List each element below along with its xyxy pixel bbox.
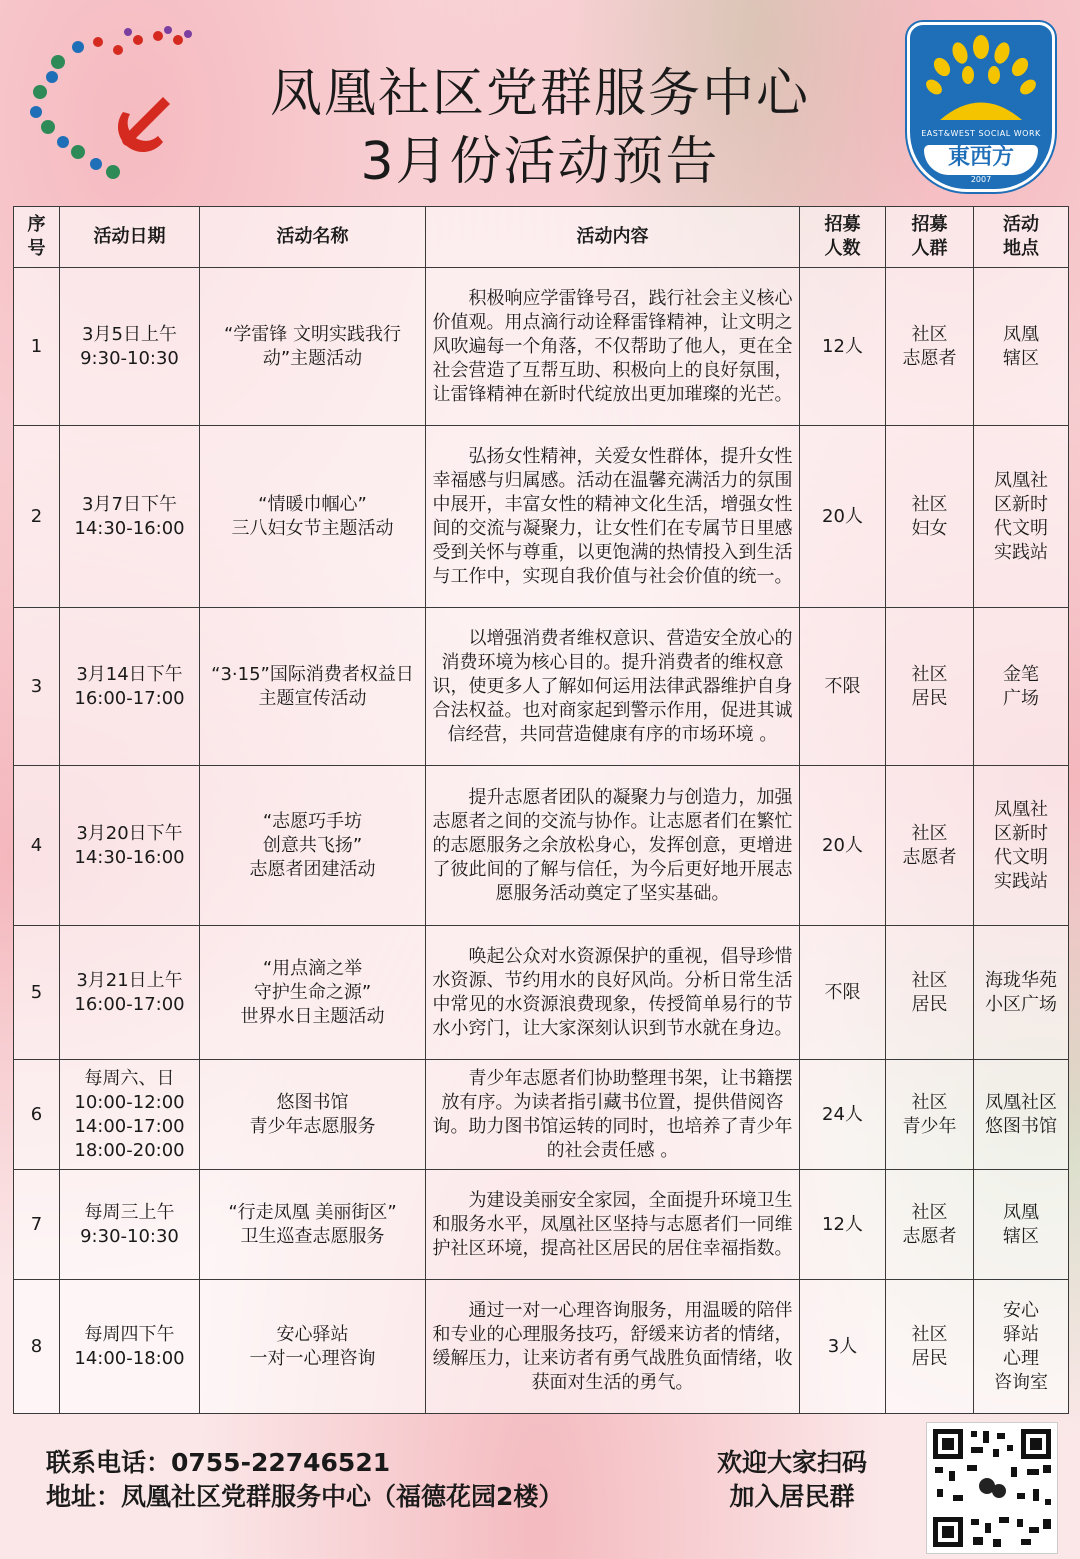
cell-date: 3月5日上午 9:30-10:30 xyxy=(60,268,200,426)
cell-group: 社区 青少年 xyxy=(886,1060,974,1170)
scan-prompt xyxy=(702,1446,882,1514)
logo-band-text: EAST&WEST SOCIAL WORK xyxy=(921,129,1041,138)
table-header-row xyxy=(14,207,1069,268)
cell-place: 凤凰 辖区 xyxy=(974,268,1069,426)
cell-count: 不限 xyxy=(800,608,886,766)
cell-date: 3月14日下午 16:00-17:00 xyxy=(60,608,200,766)
qr-code-icon xyxy=(926,1422,1058,1554)
cell-count: 12人 xyxy=(800,1170,886,1280)
cell-name: “用点滴之举 守护生命之源” 世界水日主题活动 xyxy=(200,926,426,1060)
cell-group: 社区 志愿者 xyxy=(886,268,974,426)
cell-count: 20人 xyxy=(800,766,886,926)
cell-place: 凤凰社 区新时 代文明 实践站 xyxy=(974,766,1069,926)
cell-group: 社区 妇女 xyxy=(886,426,974,608)
cell-content: 青少年志愿者们协助整理书架，让书籍摆放有序。为读者指引藏书位置，提供借阅咨询。助力图书馆运转的同时，也培养了青少年的社会责任感 。 xyxy=(426,1060,800,1170)
col-header-place: 活动 地点 xyxy=(974,207,1069,268)
cell-content: 通过一对一心理咨询服务，用温暖的陪伴和专业的心理服务技巧，舒缓来访者的情绪，缓解压力，让来访者有勇气战胜负面情绪，收获面对生活的勇气。 xyxy=(426,1280,800,1414)
col-header-group: 招募 人群 xyxy=(886,207,974,268)
cell-group: 社区 居民 xyxy=(886,926,974,1060)
cell-no: 5 xyxy=(14,926,60,1060)
scan-line-1: 欢迎大家扫码 xyxy=(716,1448,867,1477)
cell-no: 1 xyxy=(14,268,60,426)
title-line-2: 3月份活动预告 xyxy=(360,132,720,192)
cell-no: 6 xyxy=(14,1060,60,1170)
cell-no: 3 xyxy=(14,608,60,766)
cell-count: 3人 xyxy=(800,1280,886,1414)
contact-phone: 联系电话：0755-22746521 xyxy=(46,1448,391,1477)
cell-count: 不限 xyxy=(800,926,886,1060)
cell-name: “3·15”国际消费者权益日主题宣传活动 xyxy=(200,608,426,766)
col-header-date: 活动日期 xyxy=(60,207,200,268)
contact-address: 地址：凤凰社区党群服务中心（福德花园2楼） xyxy=(46,1482,564,1511)
col-header-name: 活动名称 xyxy=(200,207,426,268)
contact-info xyxy=(46,1446,563,1514)
org-logo xyxy=(907,22,1055,192)
cell-group: 社区 志愿者 xyxy=(886,766,974,926)
cell-no: 8 xyxy=(14,1280,60,1414)
table-row xyxy=(14,426,1069,608)
cell-content: 提升志愿者团队的凝聚力与创造力，加强志愿者之间的交流与协作。让志愿者们在繁忙的志愿服务之余放松身心，发挥创意，更增进了彼此间的了解与信任，为今后更好地开展志愿服务活动奠定了坚实基础。 xyxy=(426,766,800,926)
table-row xyxy=(14,1280,1069,1414)
tree-icon xyxy=(910,25,1052,125)
cell-content: 以增强消费者维权意识、营造安全放心的消费环境为核心目的。提升消费者的维权意识，使更多人了解如何运用法律武器维护自身合法权益。也对商家起到警示作用，促进其诚信经营，共同营造健康有序的市场环境 。 xyxy=(426,608,800,766)
cell-name: 悠图书馆 青少年志愿服务 xyxy=(200,1060,426,1170)
title-line-1: 凤凰社区党群服务中心 xyxy=(269,64,810,124)
col-header-no: 序 号 xyxy=(14,207,60,268)
cell-place: 安心 驿站 心理 咨询室 xyxy=(974,1280,1069,1414)
cell-name: “学雷锋 文明实践我行动”主题活动 xyxy=(200,268,426,426)
cell-date: 每周六、日 10:00-12:00 14:00-17:00 18:00-20:00 xyxy=(60,1060,200,1170)
cell-count: 20人 xyxy=(800,426,886,608)
cell-name: “志愿巧手坊 创意共飞扬” 志愿者团建活动 xyxy=(200,766,426,926)
cell-count: 24人 xyxy=(800,1060,886,1170)
logo-name-text: 東西方 xyxy=(924,145,1038,175)
col-header-count: 招募 人数 xyxy=(800,207,886,268)
cell-name: “行走凤凰 美丽街区” 卫生巡查志愿服务 xyxy=(200,1170,426,1280)
col-header-content: 活动内容 xyxy=(426,207,800,268)
cell-content: 弘扬女性精神，关爱女性群体，提升女性幸福感与归属感。活动在温馨充满活力的氛围中展开，丰富女性的精神文化生活，增强女性间的交流与凝聚力，让女性们在专属节日里感受到关怀与尊重，以更饱满的热情投入到生活与工作中，实现自我价值与社会价值的统一。 xyxy=(426,426,800,608)
table-row xyxy=(14,1060,1069,1170)
cell-place: 凤凰 辖区 xyxy=(974,1170,1069,1280)
cell-place: 金笔 广场 xyxy=(974,608,1069,766)
cell-date: 3月7日下午 14:30-16:00 xyxy=(60,426,200,608)
cell-place: 凤凰社 区新时 代文明 实践站 xyxy=(974,426,1069,608)
cell-content: 为建设美丽安全家园，全面提升环境卫生和服务水平，凤凰社区坚持与志愿者们一同维护社区环境，提高社区居民的居住幸福指数。 xyxy=(426,1170,800,1280)
cell-no: 2 xyxy=(14,426,60,608)
logo-year-text: 2007 xyxy=(970,175,992,184)
cell-group: 社区 居民 xyxy=(886,608,974,766)
scan-line-2: 加入居民群 xyxy=(729,1482,855,1511)
table-row xyxy=(14,608,1069,766)
cell-no: 7 xyxy=(14,1170,60,1280)
cell-content: 唤起公众对水资源保护的重视，倡导珍惜水资源、节约用水的良好风尚。分析日常生活中常见的水资源浪费现象，传授简单易行的节水小窍门，让大家深刻认识到节水就在身边。 xyxy=(426,926,800,1060)
cell-no: 4 xyxy=(14,766,60,926)
cell-content: 积极响应学雷锋号召，践行社会主义核心价值观。用点滴行动诠释雷锋精神，让文明之风吹遍每一个角落，不仅帮助了他人，更在全社会营造了互帮互助、积极向上的良好氛围，让雷锋精神在新时代绽放出更加璀璨的光芒。 xyxy=(426,268,800,426)
cell-date: 3月20日下午 14:30-16:00 xyxy=(60,766,200,926)
table-row xyxy=(14,926,1069,1060)
cell-group: 社区 居民 xyxy=(886,1280,974,1414)
cell-place: 凤凰社区 悠图书馆 xyxy=(974,1060,1069,1170)
table-row xyxy=(14,1170,1069,1280)
activity-table xyxy=(13,206,1069,1414)
cell-group: 社区 志愿者 xyxy=(886,1170,974,1280)
cell-place: 海珑华苑 小区广场 xyxy=(974,926,1069,1060)
table-row xyxy=(14,766,1069,926)
table-row xyxy=(14,268,1069,426)
cell-date: 3月21日上午 16:00-17:00 xyxy=(60,926,200,1060)
cell-date: 每周四下午 14:00-18:00 xyxy=(60,1280,200,1414)
cell-name: 安心驿站 一对一心理咨询 xyxy=(200,1280,426,1414)
cell-name: “情暖巾帼心” 三八妇女节主题活动 xyxy=(200,426,426,608)
cell-date: 每周三上午 9:30-10:30 xyxy=(60,1170,200,1280)
cell-count: 12人 xyxy=(800,268,886,426)
